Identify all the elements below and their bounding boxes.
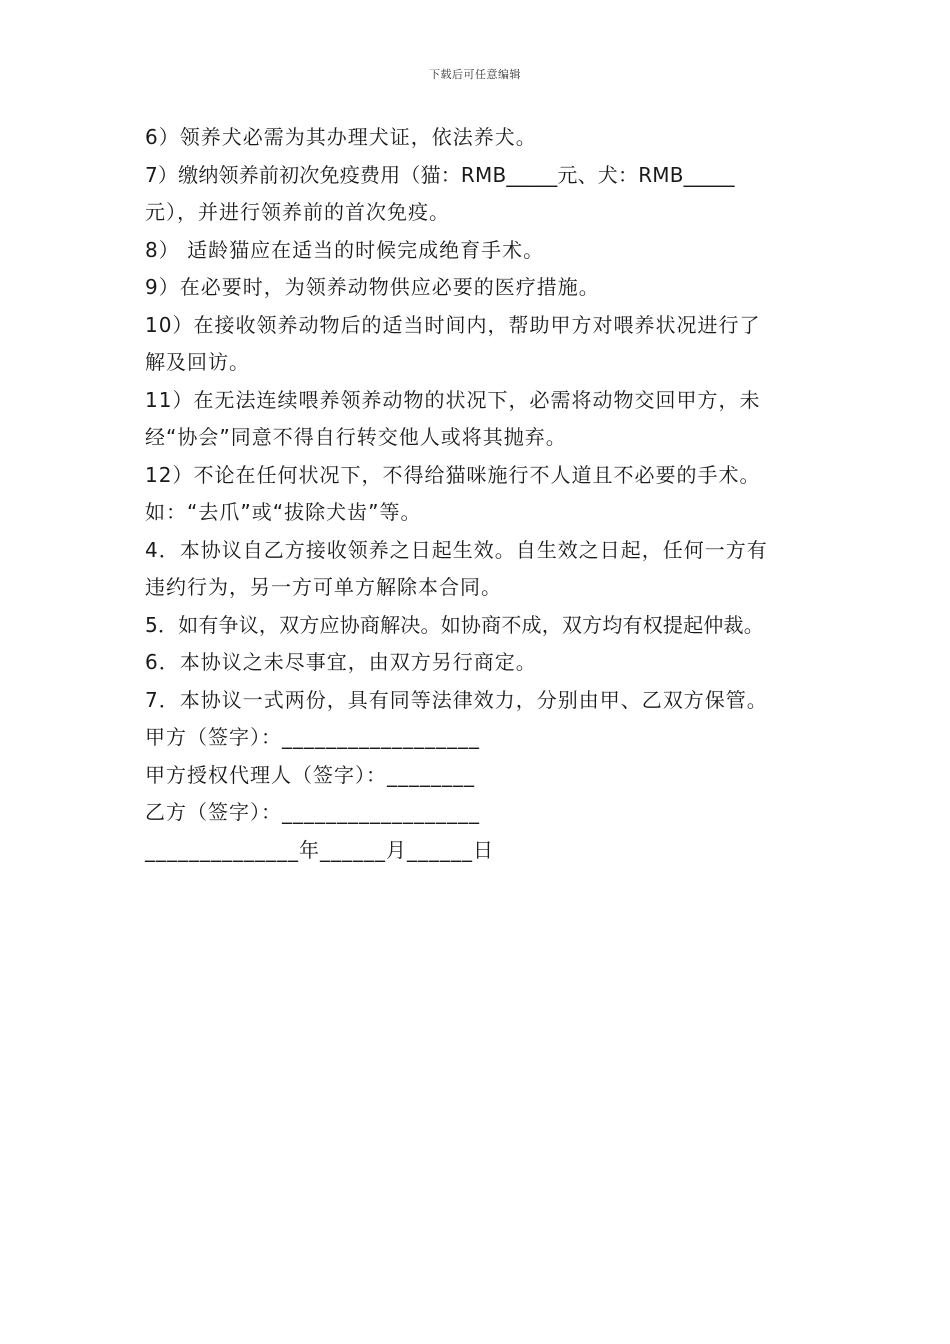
signature-party-b: 乙方（签字）：__________________ <box>145 800 480 824</box>
clause-line: 违约行为，另一方可单方解除本合同。 <box>145 575 502 599</box>
document-body <box>145 119 825 869</box>
clause-line: 7．本协议一式两份，具有同等法律效力，分别由甲、乙双方保管。 <box>145 687 768 712</box>
clause-line: 11）在无法连续喂养领养动物的状况下，必需将动物交回甲方，未 <box>145 387 761 412</box>
clause-line: 12）不论在任何状况下，不得给猫咪施行不人道且不必要的手术。 <box>145 462 761 487</box>
clause-line: 5．如有争议，双方应协商解决。如协商不成，双方均有权提起仲裁。 <box>145 612 764 637</box>
clause-line: 如：“去爪”或“拔除犬齿”等。 <box>145 500 422 524</box>
clause-line: 9）在必要时，为领养动物供应必要的医疗措施。 <box>145 275 600 299</box>
clause-line: 4．本协议自乙方接收领养之日起生效。自生效之日起，任何一方有 <box>145 537 768 562</box>
clause-line: 经“协会”同意不得自行转交他人或将其抛弃。 <box>145 425 567 449</box>
clause-line: 10）在接收领养动物后的适当时间内，帮助甲方对喂养状况进行了 <box>145 312 761 337</box>
signature-date: ______________年______月______日 <box>145 837 494 862</box>
clause-line: 解及回访。 <box>145 350 250 374</box>
clause-line: 7）缴纳领养前初次免疫费用（猫：RMB_____元、犬：RMB_____ <box>145 162 735 187</box>
page-header-note: 下载后可任意编辑 <box>429 68 521 81</box>
clause-line: 6）领养犬必需为其办理犬证，依法养犬。 <box>145 125 537 149</box>
clause-line: 元），并进行领养前的首次免疫。 <box>145 200 450 224</box>
clause-line: 6．本协议之未尽事宜，由双方另行商定。 <box>145 650 537 674</box>
signature-party-a: 甲方（签字）：__________________ <box>145 725 480 749</box>
clause-line: 8） 适龄猫应在适当的时候完成绝育手术。 <box>145 237 545 262</box>
signature-party-a-agent: 甲方授权代理人（签字）：________ <box>145 762 475 787</box>
